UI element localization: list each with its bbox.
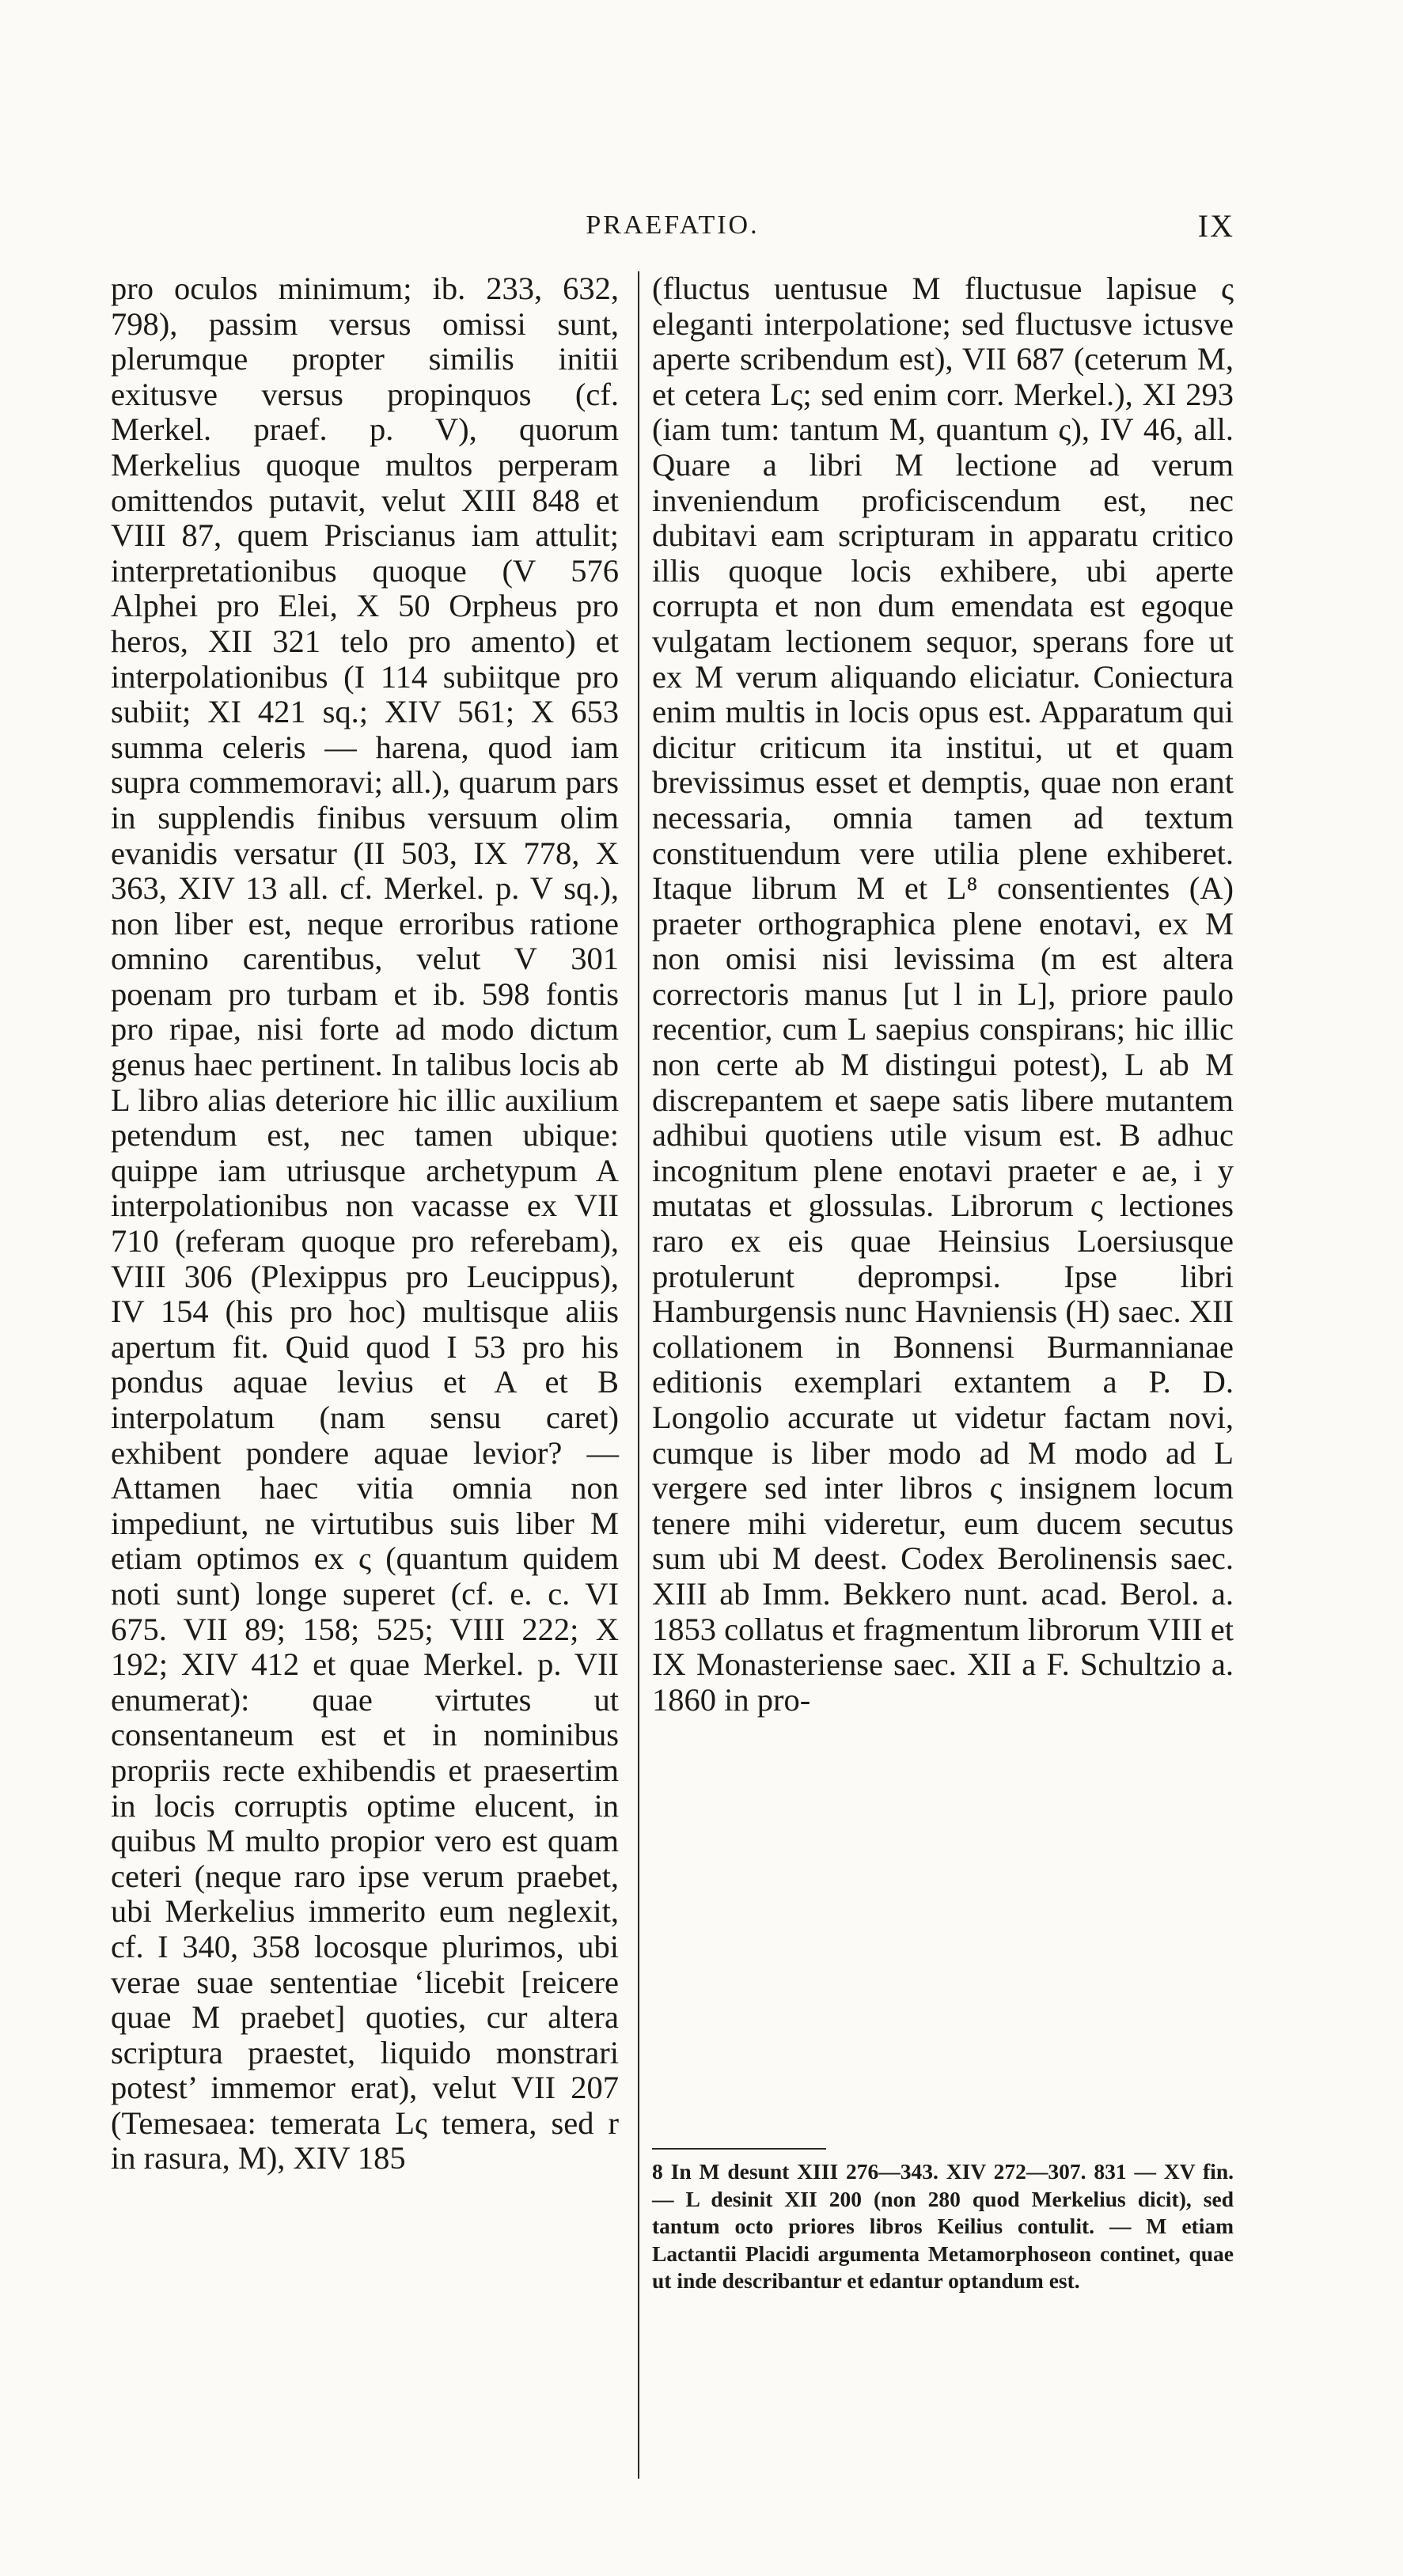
footnote-rule <box>652 2148 826 2150</box>
left-column <box>111 271 619 2176</box>
footnote <box>652 2158 1234 2295</box>
running-title: PRAEFATIO. <box>586 210 760 240</box>
page-number: IX <box>1197 208 1234 244</box>
right-column-text: (fluctus uentusue M fluctusue lapisue ς eleganti interpolatione; sed fluctusve ictusve aperte scribendum est), VII 687 (ceterum M, et cetera Lς; sed enim corr. Merkel.), XI 293 (iam tum: tantum M, quantum ς), IV 46, all. Quare a libri M lectione ad verum inveniendum proficiscendum est, nec dubitavi eam scripturam in apparatu critico illis quoque locis exhibere, ubi aperte corrupta et non dum emendata est egoque vulgatam lectionem sequor, sperans fore ut ex M verum aliquando eliciatur. Coniectura enim multis in locis opus est. Apparatum qui dicitur criticum ita institui, ut et quam brevissimus esset et demptis, quae non erant necessaria, omnia tamen ad textum constituendum vere utilia plene exhiberet. Itaque librum M et L⁸ consentientes (A) praeter orthographica plene enotavi, ex M non omisi nisi levissima (m est altera correctoris manus [ut l in L], priore paulo recentior, cum L saepius conspirans; hic illic non certe ab M distingui potest), L ab M discrepantem et saepe satis libere mutantem adhibui quotiens utile visum est. B adhuc incognitum plene enotavi praeter e ae, i y mutatas et glossulas. Librorum ς lectiones raro ex eis quae Heinsius Loersiusque protulerunt deprompsi. Ipse libri Hamburgensis nunc Havniensis (H) saec. XII collationem in Bonnensi Burmannianae editionis exemplari extantem a P. D. Longolio accurate ut videtur factam novi, cumque is liber modo ad M modo ad L vergere sed inter libros ς insignem locum tenere mihi videretur, eum ducem secutus sum ubi M deest. Codex Berolinensis saec. XIII ab Imm. Bekkero nunt. acad. Berol. a. 1853 collatus et fragmentum librorum VIII et IX Monasteriense saec. XII a F. Schultzio a. 1860 in pro- <box>652 271 1234 1718</box>
footnote-text: 8 In M desunt XIII 276—343. XIV 272—307. 831 — XV fin. — L desinit XII 200 (non 280 quod Merkelius dicit), sed tantum octo priores libros Keilius contulit. — M etiam Lactantii Placidi argumenta Metamorphoseon continet, quae ut inde describantur et edantur optandum est. <box>652 2159 1234 2293</box>
column-divider <box>638 271 639 2479</box>
page-header <box>111 207 1234 247</box>
right-column <box>652 271 1234 1718</box>
left-column-text: pro oculos minimum; ib. 233, 632, 798), passim versus omissi sunt, plerumque propter similis initii exitusve versus propinquos (cf. Merkel. praef. p. V), quorum Merkelius quoque multos perperam omittendos putavit, velut XIII 848 et VIII 87, quem Priscianus iam attulit; interpretationibus quoque (V 576 Alphei pro Elei, X 50 Orpheus pro heros, XII 321 telo pro amento) et interpolationibus (I 114 subiitque pro subiit; XI 421 sq.; XIV 561; X 653 summa celeris — harena, quod iam supra commemoravi; all.), quarum pars in supplendis finibus versuum olim evanidis versatur (II 503, IX 778, X 363, XIV 13 all. cf. Merkel. p. V sq.), non liber est, neque erroribus ratione omnino carentibus, velut V 301 poenam pro turbam et ib. 598 fontis pro ripae, nisi forte ad modo dictum genus haec pertinent. In talibus locis ab L libro alias deteriore hic illic auxilium petendum est, nec tamen ubique: quippe iam utriusque archetypum A interpolationibus non vacasse ex VII 710 (referam quoque pro referebam), VIII 306 (Plexippus pro Leucippus), IV 154 (his pro hoc) multisque aliis apertum fit. Quid quod I 53 pro his pondus aquae levius et A et B interpolatum (nam sensu caret) exhibent pondere aquae levior? — Attamen haec vitia omnia non impediunt, ne virtutibus suis liber M etiam optimos ex ς (quantum quidem noti sunt) longe superet (cf. e. c. VI 675. VII 89; 158; 525; VIII 222; X 192; XIV 412 et quae Merkel. p. VII enumerat): quae virtutes ut consentaneum est et in nominibus propriis recte exhibendis et praesertim in locis corruptis optime elucent, in quibus M multo propior vero est quam ceteri (neque raro ipse verum praebet, ubi Merkelius immerito eum neglexit, cf. I 340, 358 locosque plurimos, ubi verae suae sententiae ‘licebit [reicere quae M praebet] quoties, cur altera scriptura praestet, liquido monstrari potest’ immemor erat), velut VII 207 (Temesaea: temerata Lς temera, sed r in rasura, M), XIV 185 <box>111 271 619 2176</box>
